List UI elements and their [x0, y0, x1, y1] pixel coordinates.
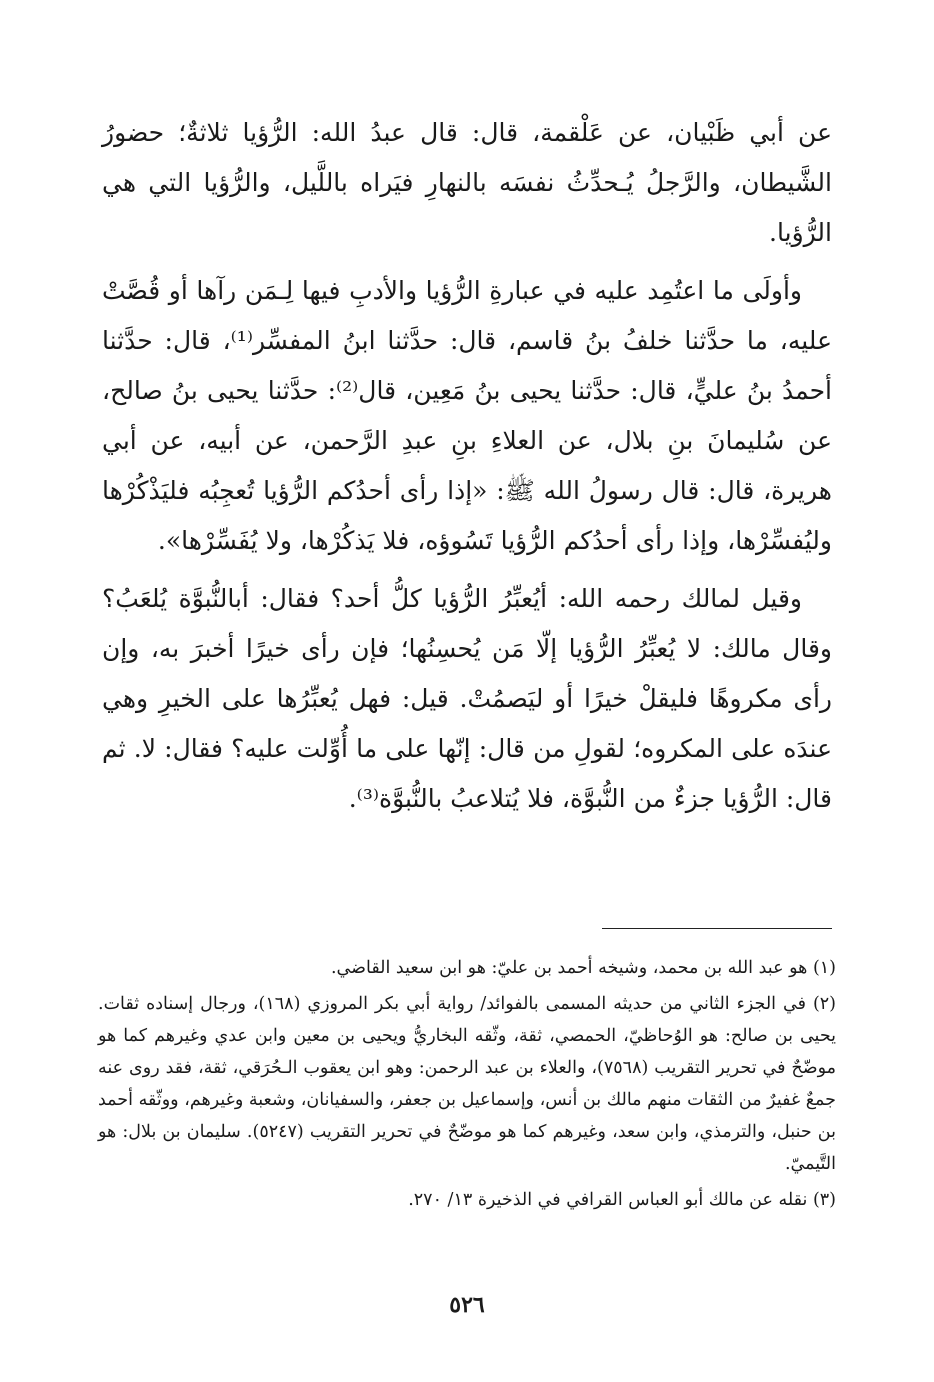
- footnote-number: (٢): [812, 994, 836, 1014]
- footnote-separator: [602, 928, 832, 929]
- page-number: ٥٢٦: [449, 1292, 485, 1318]
- footnotes-section: [98, 952, 836, 1220]
- footnote-number: (٣): [812, 1190, 836, 1210]
- footnote-text: في الجزء الثاني من حديثه المسمى بالفوائد/ رواية أبي بكر المروزي (١٦٨)، ورجال إسناده ثقات. يحيى بن صالح: هو الوُحاظيّ، الحمصي، ثقة، وثّقه البخاريُّ ويحيى بن معين وابن عدي وغيرهم كما هو موضّحٌ في تحرير التقريب (٧٥٦٨)، والعلاء بن عبد الرحمن: وهو ابن يعقوب الـحُرَقي، ثقة، فقد روى عنه جمعٌ غفيرٌ من الثقات منهم مالك بن أنس، وإسماعيل بن جعفر، والسفيانان، وشعبة وغيرهم، ووثّقه أحمد بن حنبل، والترمذي، وابن سعد، وغيرهم كما هو موضّحٌ في تحرير التقريب (٥٢٤٧). سليمان بن بلال: هو التَّيميّ.: [98, 994, 836, 1174]
- footnote-text: نقله عن مالك أبو العباس القرافي في الذخيرة ١٣/ ٢٧٠.: [408, 1190, 808, 1210]
- footnote-2: [98, 988, 836, 1180]
- main-text-body: [102, 108, 832, 824]
- footnote-text: هو عبد الله بن محمد، وشيخه أحمد بن عليّ: هو ابن سعيد القاضي.: [330, 958, 808, 978]
- paragraph-1: عن أبي ظَبْيان، عن عَلْقمة، قال: قال عبدُ الله: الرُّؤيا ثلاثةٌ؛ حضورُ الشَّيطان، والرَّجلُ يُـحدِّثُ نفسَه بالنهارِ فيَراه باللَّيل، والرُّؤيا التي هي الرُّؤيا.: [102, 118, 832, 247]
- paragraph-2: وأولَى ما اعتُمِد عليه في عبارةِ الرُّؤيا والأدبِ فيها لِـمَن رآها أو قُصَّتْ عليه، ما حدَّثنا خلفُ بنُ قاسم، قال: حدَّثنا ابنُ المفسِّر⁽¹⁾، قال: حدَّثنا أحمدُ بنُ عليٍّ، قال: حدَّثنا يحيى بنُ مَعِين، قال⁽²⁾: حدَّثنا يحيى بنُ صالح، عن سُليمانَ بنِ بلال، عن العلاءِ بنِ عبدِ الرَّحمن، عن أبيه، عن أبي هريرة، قال: قال رسولُ الله ﷺ: «إذا رأى أحدُكم الرُّؤيا تُعجِبُه فليَذْكُرْها وليُفسِّرْها، وإذا رأى أحدُكم الرُّؤيا تَسُوؤه، فلا يَذكُرْها، ولا يُفَسِّرْها».: [102, 276, 832, 555]
- paragraph-3: وقيل لمالك رحمه الله: أيُعبِّرُ الرُّؤيا كلُّ أحد؟ فقال: أبالنُّبوَّة يُلعَبُ؟ وقال مالك: لا يُعبِّرُ الرُّؤيا إلّا مَن يُحسِنُها؛ فإن رأى خيرًا أخبرَ به، وإن رأى مكروهًا فليقلْ خيرًا أو ليَصمُتْ. قيل: فهل يُعبِّرُها على الخيرِ وهي عندَه على المكروه؛ لقولِ من قال: إنّها على ما أُوِّلت عليه؟ فقال: لا. ثم قال: الرُّؤيا جزءٌ من النُّبوَّة، فلا يُتلاعبُ بالنُّبوَّة⁽³⁾.: [102, 584, 832, 813]
- footnote-1: [98, 952, 836, 984]
- footnote-3: [98, 1184, 836, 1216]
- footnote-number: (١): [812, 958, 836, 978]
